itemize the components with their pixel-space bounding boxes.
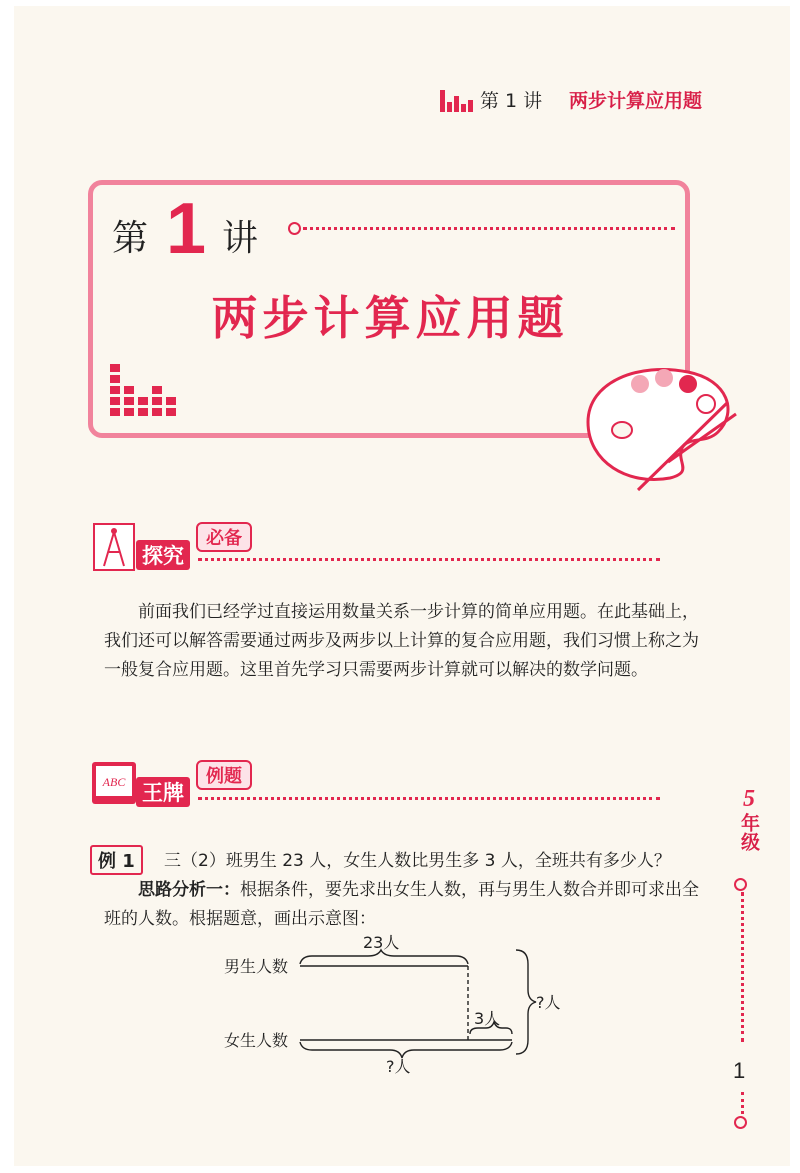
section-label-explore: 探究 bbox=[136, 540, 190, 570]
example-tag: 例 1 bbox=[90, 845, 143, 875]
lecture-prefix: 第 bbox=[112, 218, 149, 259]
chapter-title: 两步计算应用题 bbox=[211, 291, 569, 345]
side-ring-bottom bbox=[734, 1116, 747, 1129]
total-brace bbox=[516, 950, 536, 1054]
page-number: 1 bbox=[733, 1058, 746, 1083]
section-label-ace: 王牌 bbox=[136, 777, 190, 807]
abc-book-text: ABC bbox=[102, 775, 126, 789]
side-ring-top bbox=[734, 878, 747, 891]
section-sublabel-essential: 必备 bbox=[196, 522, 252, 552]
running-header-lecture: 第 1 讲 bbox=[480, 90, 543, 112]
analysis-text: 根据条件，要先求出女生人数，再与男生人数合并即可求出全班的人数。根据题意，画出示意图： bbox=[104, 880, 699, 929]
analysis-label: 思路分析一： bbox=[138, 880, 240, 900]
running-header-title: 两步计算应用题 bbox=[569, 90, 703, 112]
grade-badge bbox=[736, 786, 762, 851]
lecture-number: 1 bbox=[166, 189, 207, 269]
section-sublabel-examples: 例题 bbox=[196, 760, 252, 790]
grade-word: 年级 bbox=[738, 813, 760, 851]
example-question: 三（2）班男生 23 人，女生人数比男生多 3 人，全班共有多少人？ bbox=[164, 851, 671, 871]
intro-paragraph: 前面我们已经学过直接运用数量关系一步计算的简单应用题。在此基础上，我们还可以解答需要通过两步及两步以上计算的复合应用题，我们习惯上称之为一般复合应用题。这里首先学习只需要两步计算就可以解决的数学问题。 bbox=[104, 602, 699, 680]
girl-label: 女生人数 bbox=[224, 1031, 289, 1050]
boy-label: 男生人数 bbox=[224, 957, 289, 976]
girl-brace-bottom bbox=[300, 1042, 512, 1058]
side-dotted-rule bbox=[741, 892, 744, 1042]
lecture-suffix: 讲 bbox=[222, 218, 259, 259]
girl-total: ?人 bbox=[386, 1057, 411, 1076]
side-dotted-rule-lower bbox=[741, 1092, 744, 1114]
extra-count: 3人 bbox=[474, 1009, 501, 1028]
boy-count: 23人 bbox=[363, 933, 400, 952]
grade-number: 5 bbox=[743, 786, 755, 812]
total-count: ?人 bbox=[536, 993, 561, 1012]
boy-brace-top bbox=[300, 950, 468, 964]
